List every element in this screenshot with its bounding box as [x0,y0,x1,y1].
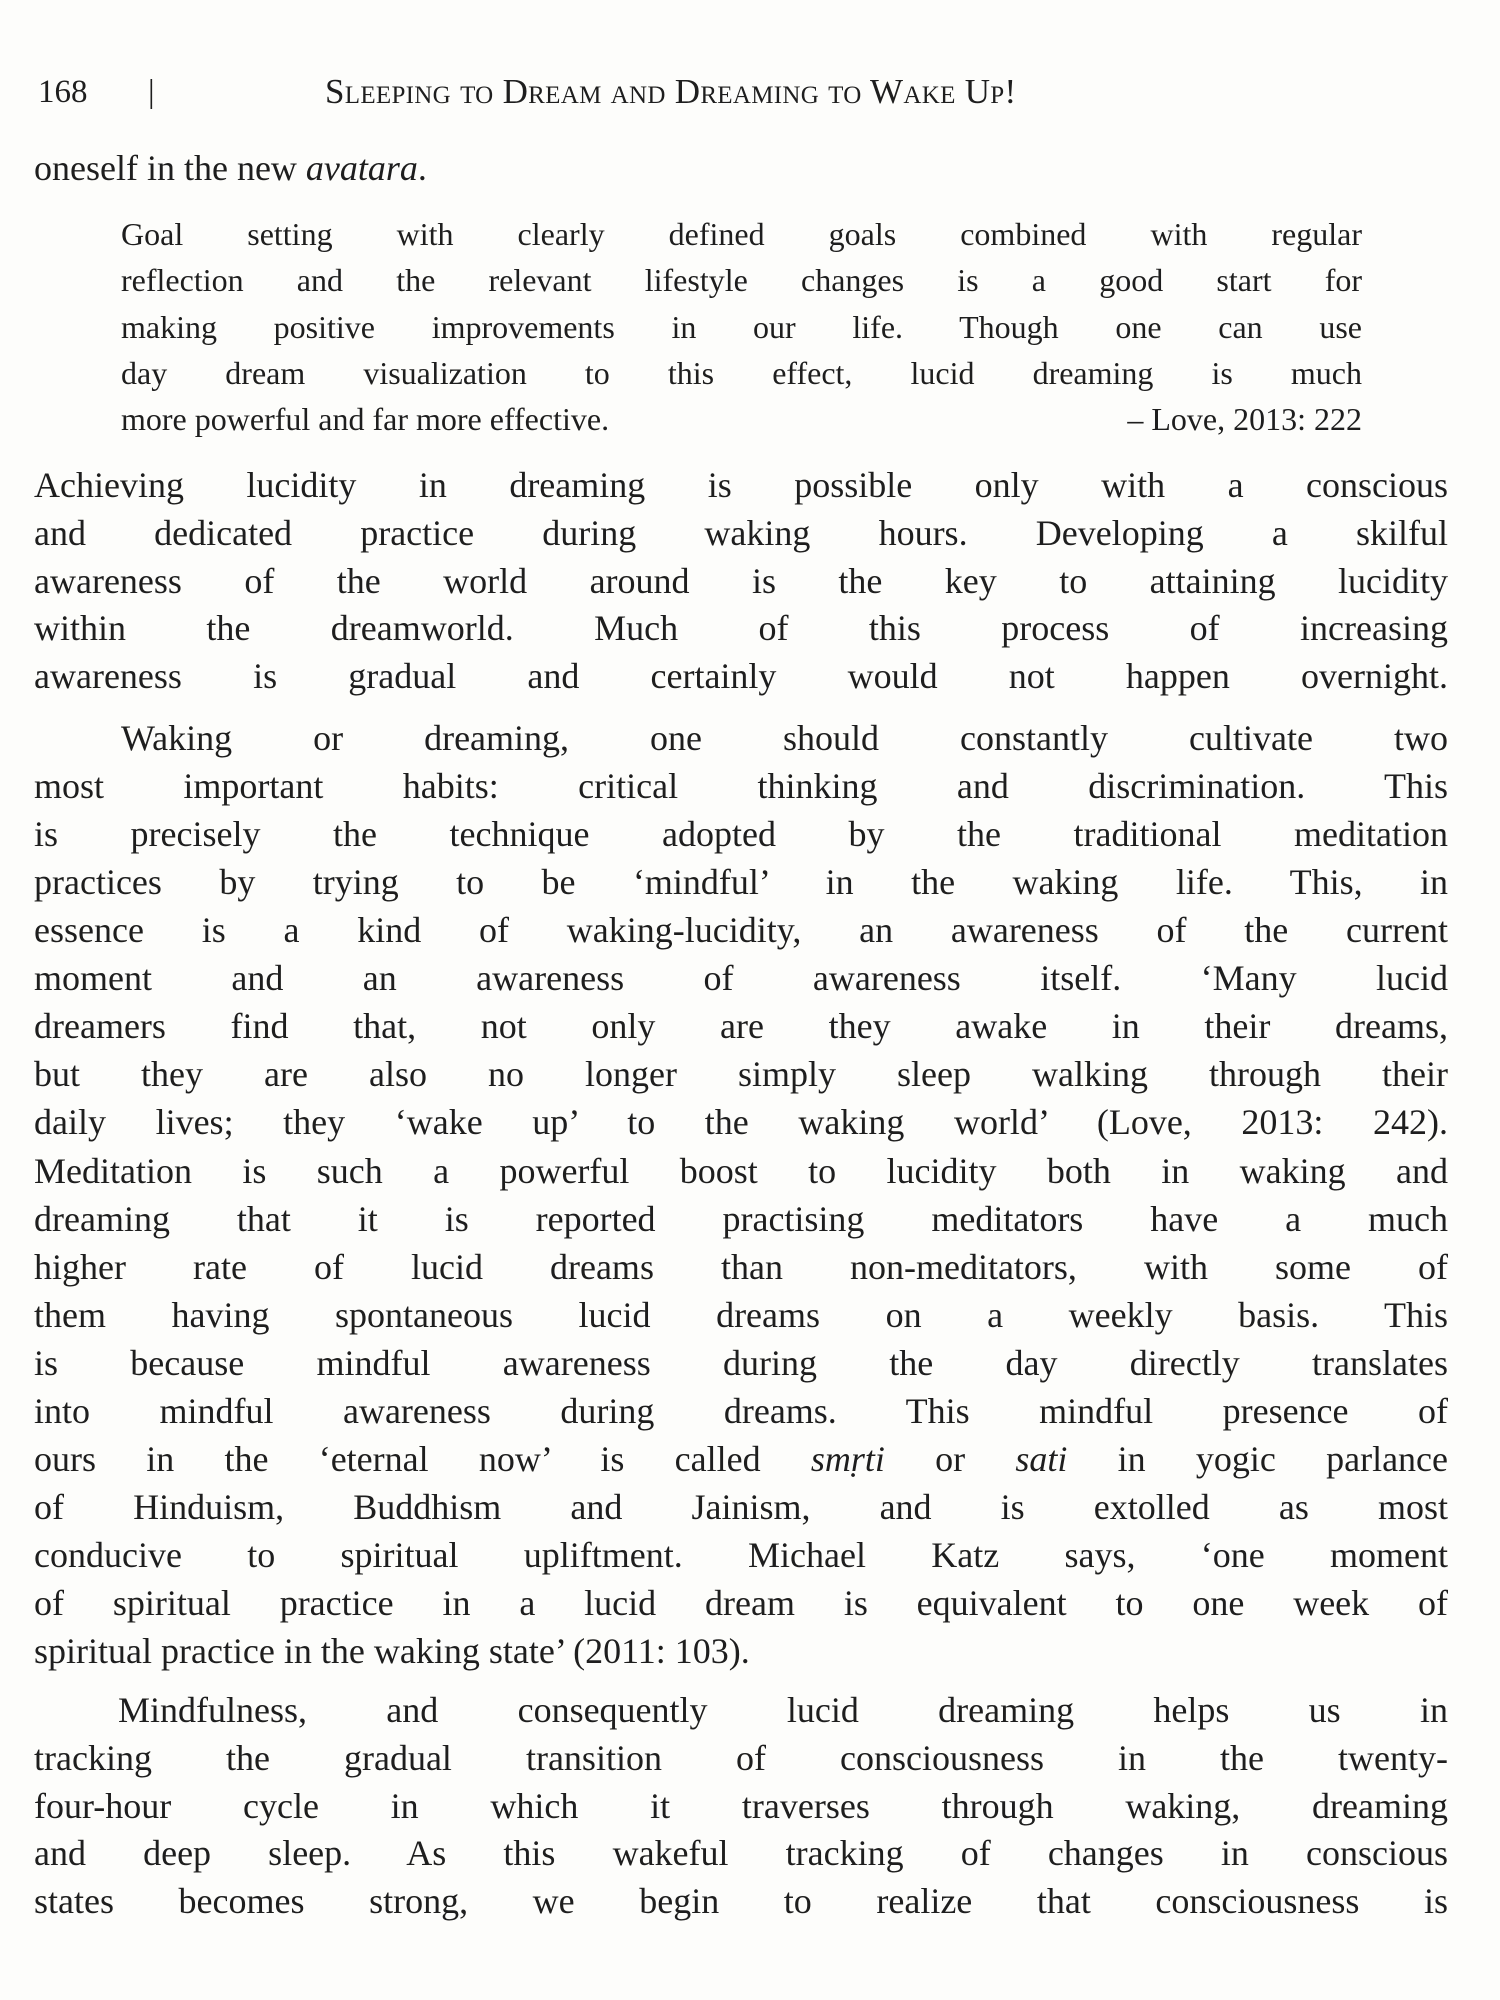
text-line [34,1627,1448,1675]
text-run: is because mindful awareness during the day directly translates [34,1342,1448,1383]
text-line [34,144,1448,192]
running-title: Sleeping to Dream and Dreaming to Wake Up! [325,72,1017,111]
italic-term: avatara [305,148,418,188]
text-run: day dream visualization to this effect, lucid dreaming is much [121,354,1362,391]
text-run: spiritual practice in the waking state’ (2011: 103). [34,1631,750,1672]
text-run: four-hour cycle in which it traverses through waking, dreaming [34,1785,1448,1826]
paragraph-continuation [34,144,1448,192]
text-line [34,461,1448,509]
text-run: but they are also no longer simply sleep walking through their [34,1054,1448,1095]
paragraph [34,461,1448,700]
running-header [38,70,1458,114]
text-run: in yogic parlance [1067,1438,1449,1479]
text-run: more powerful and far more effective. [121,401,610,438]
text-run: awareness is gradual and certainly would not happen overnight. [34,656,1448,697]
text-run: Meditation is such a powerful boost to lucidity both in waking and [34,1150,1448,1191]
text-line [34,1002,1448,1050]
text-run: oneself in the new [34,148,306,188]
text-line [34,1339,1448,1387]
text-line [121,211,1362,257]
text-run: . [417,148,427,188]
text-line [34,1435,1448,1483]
text-line [34,1098,1448,1146]
text-run: awareness of the world around is the key to attaining lucidity [34,560,1448,601]
text-line [34,858,1448,906]
text-line [121,714,1448,762]
italic-term: smṛti [810,1438,885,1479]
text-line [118,1686,1448,1734]
text-run: and deep sleep. As this wakeful tracking of changes in conscious [34,1833,1448,1874]
text-run: conducive to spiritual upliftment. Michael Katz says, ‘one moment [34,1535,1448,1576]
text-run: most important habits: critical thinking and discrimination. This [34,766,1448,807]
text-line [34,604,1448,652]
text-line [34,1147,1448,1195]
text-run: dreaming that it is reported practising meditators have a much [34,1198,1448,1239]
quote-attribution: – Love, 2013: 222 [1127,401,1362,438]
text-line [34,810,1448,858]
text-run: ours in the ‘eternal now’ is called [34,1438,811,1479]
text-line [34,1531,1448,1579]
text-run: or [884,1438,1016,1479]
text-line [121,304,1362,350]
text-line [34,762,1448,810]
text-line [34,1829,1448,1877]
text-line [121,396,1362,442]
text-run: into mindful awareness during dreams. This mindful presence of [34,1390,1448,1431]
text-line [34,1782,1448,1830]
text-run: daily lives; they ‘wake up’ to the waking world’ (Love, 2013: 242). [34,1102,1448,1143]
text-run: essence is a kind of waking-lucidity, an awareness of the current [34,910,1448,951]
text-line [121,257,1362,303]
header-separator: | [148,74,155,110]
text-line [34,1734,1448,1782]
text-line [34,906,1448,954]
text-line [34,1387,1448,1435]
text-run: Goal setting with clearly defined goals combined with regular [121,216,1362,252]
text-line [34,1483,1448,1531]
text-run: them having spontaneous lucid dreams on a weekly basis. This [34,1294,1448,1335]
text-run: states becomes strong, we begin to realize that consciousness is [34,1881,1448,1922]
text-line [34,1877,1448,1925]
text-line [34,1579,1448,1627]
text-run: Achieving lucidity in dreaming is possible only with a conscious [34,465,1448,505]
text-run: tracking the gradual transition of consciousness in the twenty- [34,1737,1448,1778]
text-line [34,557,1448,605]
text-run: practices by trying to be ‘mindful’ in the waking life. This, in [34,862,1448,903]
text-line [34,1291,1448,1339]
text-run: and dedicated practice during waking hours. Developing a skilful [34,512,1448,553]
text-line [34,652,1448,700]
text-run: is precisely the technique adopted by the traditional meditation [34,814,1448,855]
text-run: dreamers find that, not only are they awake in their dreams, [34,1006,1448,1047]
italic-term: sati [1015,1438,1068,1479]
text-run: higher rate of lucid dreams than non-meditators, with some of [34,1246,1448,1287]
text-run: Mindfulness, and consequently lucid dreaming helps us in [118,1690,1448,1730]
text-run: reflection and the relevant lifestyle changes is a good start for [121,262,1362,299]
text-run: making positive improvements in our life. Though one can use [121,308,1362,345]
text-line [34,954,1448,1002]
text-line [34,1195,1448,1243]
block-quote [121,211,1362,443]
text-line [34,1243,1448,1291]
text-run: of Hinduism, Buddhism and Jainism, and is extolled as most [34,1486,1448,1527]
paragraph [34,1686,1448,1925]
page-number: 168 [38,74,88,110]
text-run: Waking or dreaming, one should constantly cultivate two [121,718,1448,758]
text-run: moment and an awareness of awareness itself. ‘Many lucid [34,958,1448,999]
text-run: of spiritual practice in a lucid dream is equivalent to one week of [34,1583,1448,1624]
text-line [34,1050,1448,1098]
text-run: within the dreamworld. Much of this process of increasing [34,608,1448,649]
paragraph [34,714,1448,1675]
text-line [121,350,1362,396]
text-line [34,509,1448,557]
